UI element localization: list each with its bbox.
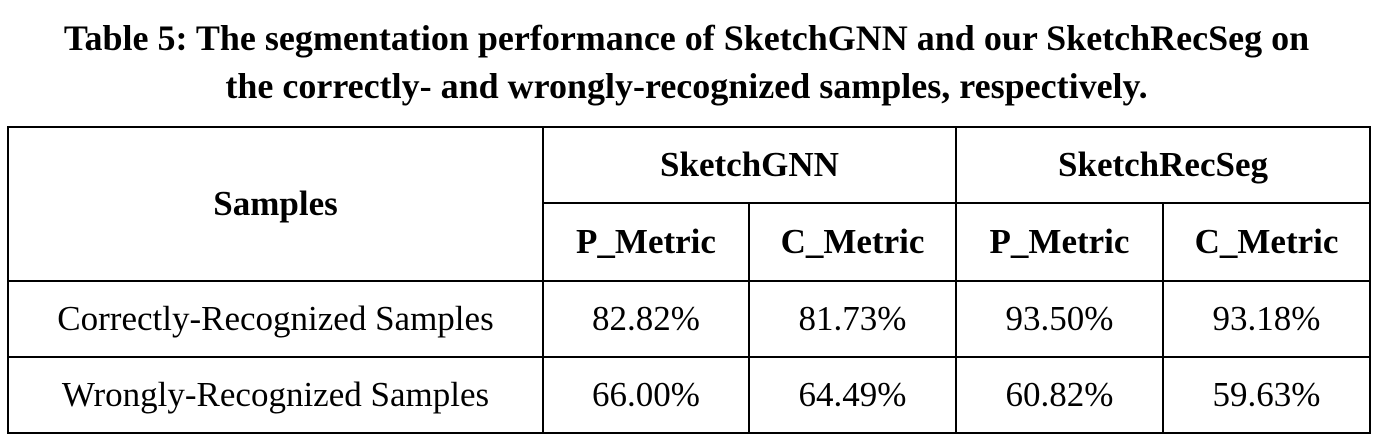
caption-line-1: Table 5: The segmentation performance of SketchGNN and our SketchRecSeg on bbox=[63, 18, 1310, 58]
table-cell: 93.18% bbox=[1163, 281, 1370, 357]
table-cell: 64.49% bbox=[749, 357, 956, 433]
method-header-sketchgnn: SketchGNN bbox=[543, 127, 956, 203]
table-row bbox=[8, 281, 1370, 357]
row-label: Correctly-Recognized Samples bbox=[8, 281, 543, 357]
results-table bbox=[7, 126, 1371, 434]
method-header-sketchrecseg: SketchRecSeg bbox=[956, 127, 1370, 203]
table-row bbox=[8, 357, 1370, 433]
table-cell: 59.63% bbox=[1163, 357, 1370, 433]
metric-header: C_Metric bbox=[749, 203, 956, 281]
table-cell: 81.73% bbox=[749, 281, 956, 357]
metric-header: C_Metric bbox=[1163, 203, 1370, 281]
header-row-methods bbox=[8, 127, 1370, 203]
metric-header: P_Metric bbox=[543, 203, 749, 281]
table-caption bbox=[0, 14, 1373, 110]
row-label: Wrongly-Recognized Samples bbox=[8, 357, 543, 433]
caption-line-2: the correctly- and wrongly-recognized samples, respectively. bbox=[225, 66, 1148, 106]
table-cell: 66.00% bbox=[543, 357, 749, 433]
table-cell: 82.82% bbox=[543, 281, 749, 357]
samples-header: Samples bbox=[8, 127, 543, 281]
metric-header: P_Metric bbox=[956, 203, 1163, 281]
table-cell: 93.50% bbox=[956, 281, 1163, 357]
table-cell: 60.82% bbox=[956, 357, 1163, 433]
